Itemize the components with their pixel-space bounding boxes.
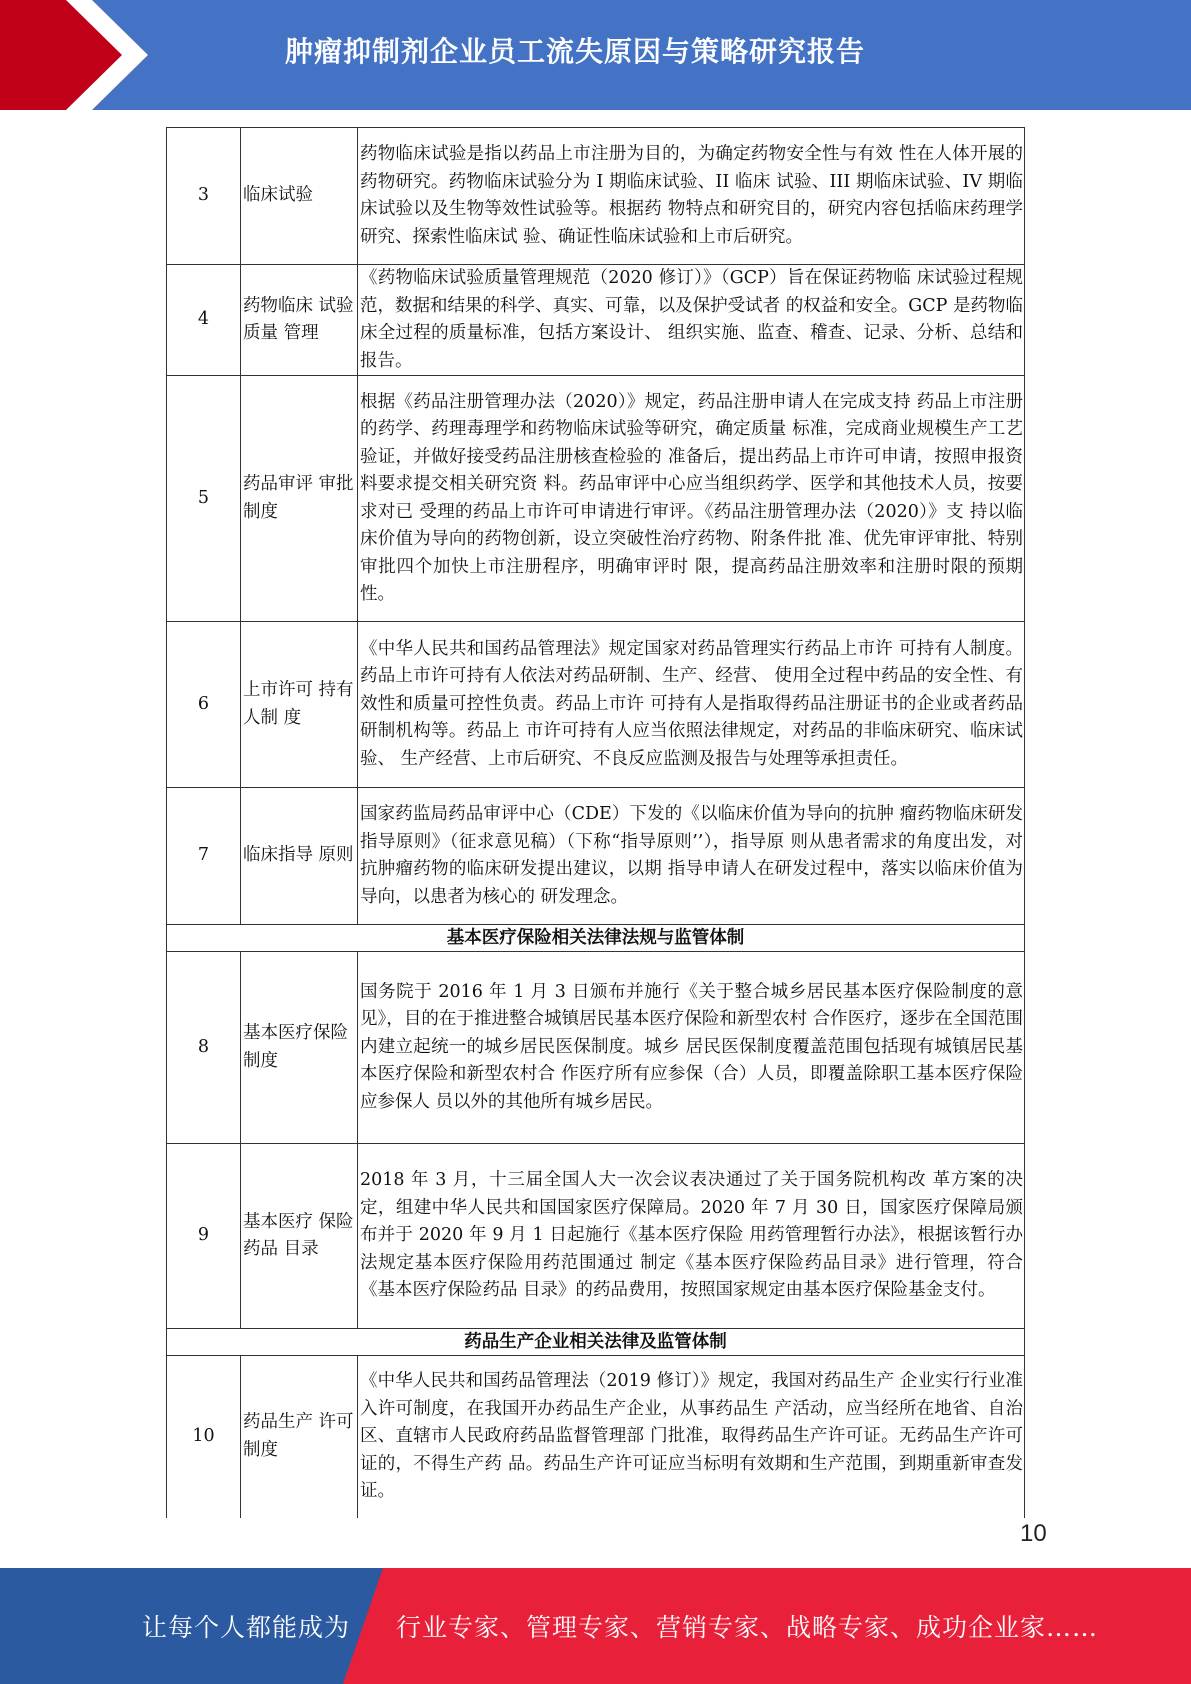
row-name: 临床试验 [241,128,358,265]
row-number: 3 [167,128,241,265]
table-row [167,376,1025,622]
table-row [167,128,1025,265]
table-row [167,622,1025,788]
table-row [167,788,1025,925]
table-row [167,1356,1025,1518]
row-name: 基本医疗保险制度 [241,952,358,1144]
row-description: 《中华人民共和国药品管理法（2019 修订）》规定，我国对药品生产 企业实行行业准入许可制度，在我国开办药品生产企业，从事药品生 产活动，应当经所在地省、自治区、直辖市人民政府药品监督管理部 门批准，取得药品生产许可证。无药品生产许可证的，不得生产药 品。药品生产许可证应当标明有效期和生产范围，到期重新审查发 证。 [358,1356,1025,1518]
row-number: 6 [167,622,241,788]
row-number: 10 [167,1356,241,1518]
row-description: 国务院于 2016 年 1 月 3 日颁布并施行《关于整合城乡居民基本医疗保险制度的意见》，目的在于推进整合城镇居民基本医疗保险和新型农村 合作医疗，逐步在全国范围内建立起统一的城乡居民医保制度。城乡 居民医保制度覆盖范围包括现有城镇居民基本医疗保险和新型农村合 作医疗所有应参保（合）人员，即覆盖除职工基本医疗保险应参保人 员以外的其他所有城乡居民。 [358,952,1025,1144]
page-header [0,0,1191,110]
header-red-chevron [0,0,150,110]
table-row [167,265,1025,376]
row-number: 9 [167,1144,241,1329]
section-row [167,925,1025,952]
table-row [167,952,1025,1144]
row-name: 临床指导 原则 [241,788,358,925]
section-row [167,1329,1025,1356]
row-name: 药品生产 许可制度 [241,1356,358,1518]
row-description: 国家药监局药品审评中心（CDE）下发的《以临床价值为导向的抗肿 瘤药物临床研发指导原则》（征求意见稿）（下称“指导原则’’），指导原 则从患者需求的角度出发，对抗肿瘤药物的临床研发提出建议，以期 指导申请人在研发过程中，落实以临床价值为导向，以患者为核心的 研发理念。 [358,788,1025,925]
row-description: 《药物临床试验质量管理规范（2020 修订）》（GCP）旨在保证药物临 床试验过程规范，数据和结果的科学、真实、可靠，以及保护受试者 的权益和安全。GCP 是药物临床全过程的质量标准，包括方案设计、 组织实施、监查、稽查、记录、分析、总结和报告。 [358,265,1025,376]
row-number: 4 [167,265,241,376]
page-footer [0,1568,1191,1684]
page-number: 10 [1020,1520,1047,1547]
regulation-table [166,127,1025,1518]
footer-slogan-right: 行业专家、管理专家、营销专家、战略专家、成功企业家…… [396,1613,1099,1642]
row-name: 药物临床 试验质量 管理 [241,265,358,376]
row-description: 药物临床试验是指以药品上市注册为目的，为确定药物安全性与有效 性在人体开展的药物研究。药物临床试验分为 I 期临床试验、II 临床 试验、III 期临床试验、IV 期临床试验以及生物等效性试验等。根据药 物特点和研究目的，研究内容包括临床药理学研究、探索性临床试 验、确证性临床试验和上市后研究。 [358,128,1025,265]
section-heading-insurance: 基本医疗保险相关法律法规与监管体制 [167,925,1025,952]
row-description: 《中华人民共和国药品管理法》规定国家对药品管理实行药品上市许 可持有人制度。药品上市许可持有人依法对药品研制、生产、经营、 使用全过程中药品的安全性、有效性和质量可控性负责。药品上市许 可持有人是指取得药品注册证书的企业或者药品研制机构等。药品上 市许可持有人应当依照法律规定，对药品的非临床研究、临床试验、 生产经营、上市后研究、不良反应监测及报告与处理等承担责任。 [358,622,1025,788]
row-name: 药品审评 审批制度 [241,376,358,622]
section-heading-production: 药品生产企业相关法律及监管体制 [167,1329,1025,1356]
row-number: 8 [167,952,241,1144]
row-number: 5 [167,376,241,622]
row-description: 根据《药品注册管理办法（2020）》规定，药品注册申请人在完成支持 药品上市注册的药学、药理毒理学和药物临床试验等研究，确定质量 标准，完成商业规模生产工艺验证，并做好接受药品注册核查检验的 准备后，提出药品上市许可申请，按照申报资料要求提交相关研究资 料。药品审评中心应当组织药学、医学和其他技术人员，按要求对已 受理的药品上市许可申请进行审评。《药品注册管理办法（2020）》支 持以临床价值为导向的药物创新，设立突破性治疗药物、附条件批 准、优先审评审批、特别审批四个加快上市注册程序，明确审评时 限，提高药品注册效率和注册时限的预期性。 [358,376,1025,622]
page-title: 肿瘤抑制剂企业员工流失原因与策略研究报告 [285,35,866,68]
row-number: 7 [167,788,241,925]
row-name: 上市许可 持有人制 度 [241,622,358,788]
footer-slogan-left: 让每个人都能成为 [142,1613,351,1642]
row-description: 2018 年 3 月，十三届全国人大一次会议表决通过了关于国务院机构改 革方案的决定，组建中华人民共和国国家医疗保障局。2020 年 7 月 30 日，国家医疗保障局颁布并于 2020 年 9 月 1 日起施行《基本医疗保险 用药管理暂行办法》，根据该暂行办法规定基本医疗保险用药范围通过 制定《基本医疗保险药品目录》进行管理，符合《基本医疗保险药品 目录》的药品费用，按照国家规定由基本医疗保险基金支付。 [358,1144,1025,1329]
table-row [167,1144,1025,1329]
row-name: 基本医疗 保险药品 目录 [241,1144,358,1329]
